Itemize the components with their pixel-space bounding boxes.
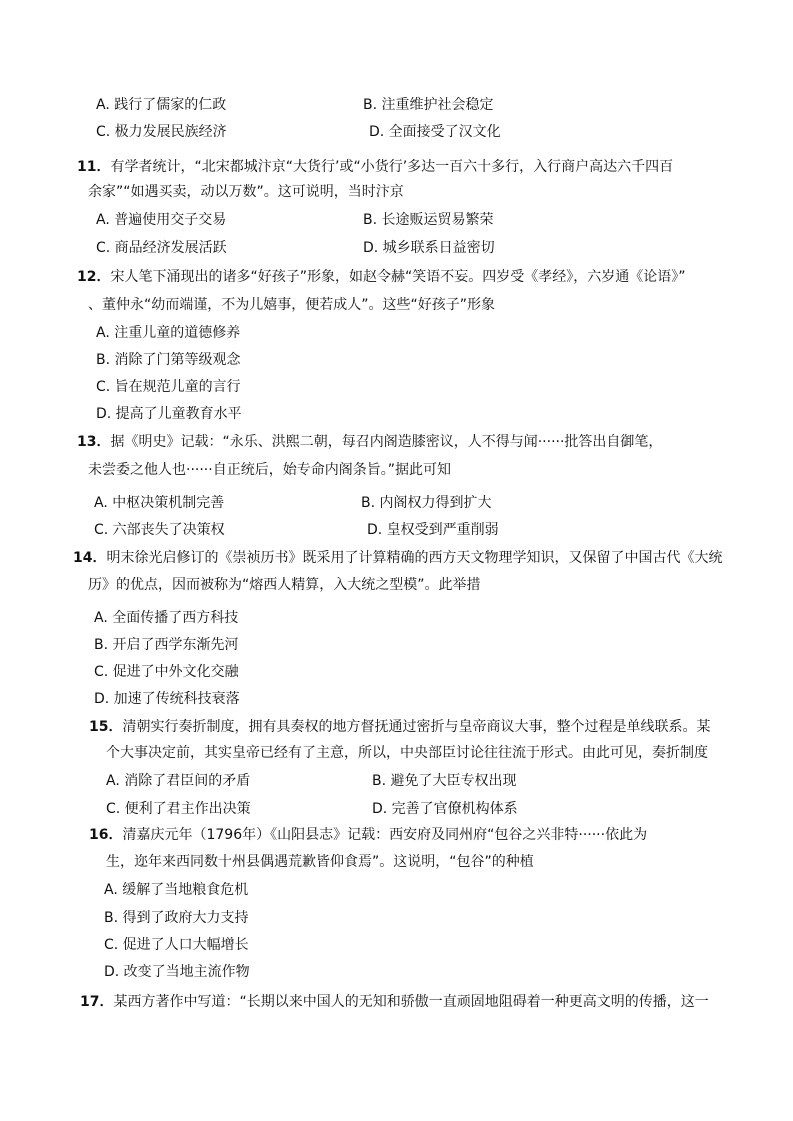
- q11-option-c: C. 商品经济发展活跃: [96, 240, 227, 256]
- q12-number: 12．: [77, 269, 111, 285]
- q16-stem-line-2: 生，迩年来西同数十州县偶遇荒歉皆仰食焉”。这说明，“包谷”的种植: [106, 854, 534, 870]
- q12-stem-line-2: 、董仲永“幼而端谨，不为儿嬉事，便若成人”。这些“好孩子”形象: [88, 297, 496, 313]
- q11-option-a: A. 普遍使用交子交易: [96, 212, 227, 228]
- q10-option-a: A. 践行了儒家的仁政: [96, 97, 227, 113]
- q17-stem-line-1: [80, 993, 709, 1011]
- q15-stem-text-1: 清朝实行奏折制度，拥有具奏权的地方督抚通过密折与皇帝商议大事，整个过程是单线联系。某: [122, 719, 711, 735]
- q13-option-a: A. 中枢决策机制完善: [94, 495, 225, 511]
- q12-stem-text-1: 宋人笔下涌现出的诸多“好孩子”形象，如赵令赫“笑语不妄。四岁受《孝经》，六岁通《论语》”: [110, 269, 686, 285]
- q15-stem-line-2: 个大事决定前，其实皇帝已经有了主意，所以，中央部臣讨论往往流于形式。由此可见，奏折制度: [106, 745, 708, 761]
- q16-stem-line-1: [89, 826, 647, 844]
- q14-option-a: A. 全面传播了西方科技: [94, 610, 239, 626]
- q17-number: 17．: [80, 994, 114, 1010]
- q16-option-c: C. 促进了人口大幅增长: [104, 937, 249, 953]
- q12-stem-line-1: [77, 268, 686, 286]
- q16-option-a: A. 缓解了当地粮食危机: [104, 882, 249, 898]
- q11-stem-text-1: 有学者统计，“北宋都城汴京“大货行’或“小货行’多达一百六十多行，入行商户高达六千四百: [110, 159, 674, 175]
- q14-option-b: B. 开启了西学东渐先河: [94, 637, 239, 653]
- q14-option-c: C. 促进了中外文化交融: [94, 664, 239, 680]
- q15-option-c: C. 便利了君主作出决策: [106, 801, 251, 817]
- q13-stem-line-2: 未尝委之他人也······自正统后，始专命内阁条旨。”据此可知: [88, 462, 451, 478]
- q14-option-d: D. 加速了传统科技衰落: [94, 691, 240, 707]
- q14-stem-line-1: [73, 549, 722, 567]
- q11-stem-line-2: 余家”“如遇买卖，动以万数”。这可说明，当时汴京: [88, 184, 404, 200]
- q11-option-d: D. 城乡联系日益密切: [363, 240, 495, 256]
- q13-option-c: C. 六部丧失了决策权: [94, 522, 225, 538]
- q13-stem-text-1: 据《明史》记载：“永乐、洪熙二朝，每召内阁造膝密议，人不得与闻······批答出自御笔，: [110, 434, 663, 450]
- q11-number: 11．: [77, 159, 111, 175]
- q12-option-a: A. 注重儿童的道德修养: [96, 325, 241, 341]
- q11-option-b: B. 长途贩运贸易繁荣: [363, 212, 494, 228]
- q13-number: 13．: [77, 434, 111, 450]
- q10-option-c: C. 极力发展民族经济: [96, 124, 227, 140]
- q16-number: 16．: [89, 827, 123, 843]
- q16-option-d: D. 改变了当地主流作物: [104, 964, 250, 980]
- q12-option-d: D. 提高了儿童教育水平: [96, 406, 242, 422]
- q16-stem-text-1: 清嘉庆元年（1796年）《山阳县志》记载：西安府及同州府“包谷之兴非特······依此为: [122, 827, 648, 843]
- q13-option-d: D. 皇权受到严重削弱: [367, 522, 499, 538]
- q14-number: 14．: [73, 550, 107, 566]
- q12-option-b: B. 消除了门第等级观念: [96, 352, 241, 368]
- q15-number: 15．: [89, 719, 123, 735]
- q10-option-b: B. 注重维护社会稳定: [363, 97, 494, 113]
- q15-stem-line-1: [89, 718, 710, 736]
- q14-stem-line-2: 历》的优点，因而被称为“熔西人精算，入大统之型模”。此举措: [88, 577, 481, 593]
- q15-option-d: D. 完善了官僚机构体系: [372, 801, 518, 817]
- q13-stem-line-1: [77, 433, 662, 451]
- q12-option-c: C. 旨在规范儿童的言行: [96, 379, 241, 395]
- q16-option-b: B. 得到了政府大力支持: [104, 910, 249, 926]
- q13-option-b: B. 内阁权力得到扩大: [361, 495, 492, 511]
- q15-option-b: B. 避免了大臣专权出现: [372, 773, 517, 789]
- q11-stem-line-1: [77, 158, 673, 176]
- q14-stem-text-1: 明末徐光启修订的《崇祯历书》既采用了计算精确的西方天文物理学知识，又保留了中国古代《大统: [106, 550, 723, 566]
- q15-option-a: A. 消除了君臣间的矛盾: [106, 773, 251, 789]
- q17-stem-text-1: 某西方著作中写道：“长期以来中国人的无知和骄傲一直顽固地阻碍着一种更高文明的传播，这一: [113, 994, 709, 1010]
- q10-option-d: D. 全面接受了汉文化: [369, 124, 501, 140]
